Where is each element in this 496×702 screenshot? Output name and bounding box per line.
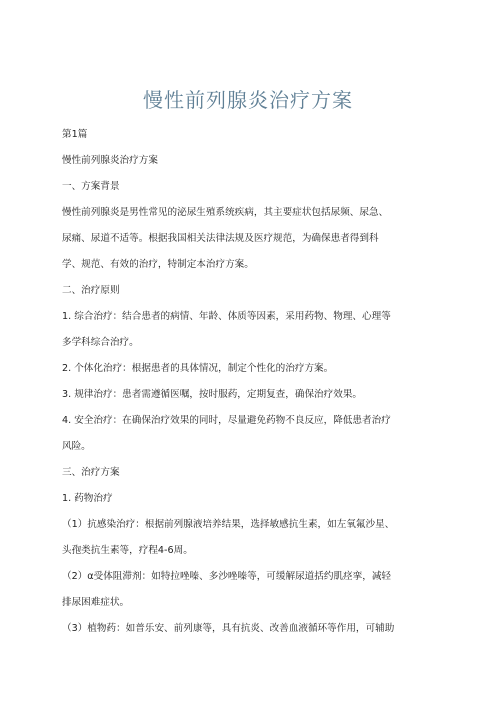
paragraph-line: 多学科综合治疗。 <box>62 337 139 348</box>
paragraph-line: （1）抗感染治疗：根据前列腺液培养结果，选择敏感抗生素，如左氧氟沙星、 <box>62 519 395 530</box>
section-heading: 三、治疗方案 <box>62 467 120 478</box>
chapter-heading: 第1篇 <box>62 129 88 140</box>
subtitle: 慢性前列腺炎治疗方案 <box>62 155 158 166</box>
paragraph-line: 2. 个体化治疗：根据患者的具体情况，制定个性化的治疗方案。 <box>62 363 334 374</box>
paragraph-line: 慢性前列腺炎是男性常见的泌尿生殖系统疾病，其主要症状包括尿频、尿急、 <box>62 207 389 218</box>
paragraph-line: （2）α受体阻滞剂：如特拉唑嗪、多沙唑嗪等，可缓解尿道括约肌痉挛，减轻 <box>62 571 392 582</box>
paragraph-line: 1. 药物治疗 <box>62 493 113 504</box>
paragraph-line: 1. 综合治疗：结合患者的病情、年龄、体质等因素，采用药物、物理、心理等 <box>62 311 391 322</box>
paragraph-line: 4. 安全治疗：在确保治疗效果的同时，尽量避免药物不良反应，降低患者治疗 <box>62 415 391 426</box>
paragraph-line: 排尿困难症状。 <box>62 597 130 608</box>
paragraph-line: 头孢类抗生素等，疗程4-6周。 <box>62 545 193 556</box>
document-title: 慢性前列腺炎治疗方案 <box>143 88 353 112</box>
paragraph-line: （3）植物药：如普乐安、前列康等，具有抗炎、改善血液循环等作用，可辅助 <box>62 623 395 634</box>
paragraph-line: 3. 规律治疗：患者需遵循医嘱，按时服药，定期复查，确保治疗效果。 <box>62 389 363 400</box>
paragraph-line: 风险。 <box>62 441 91 452</box>
paragraph-line: 尿痛、尿道不适等。根据我国相关法律法规及医疗规范，为确保患者得到科 <box>62 233 379 244</box>
paragraph-line: 学、规范、有效的治疗，特制定本治疗方案。 <box>62 259 254 270</box>
section-heading: 二、治疗原则 <box>62 285 120 296</box>
section-heading: 一、方案背景 <box>62 181 120 192</box>
